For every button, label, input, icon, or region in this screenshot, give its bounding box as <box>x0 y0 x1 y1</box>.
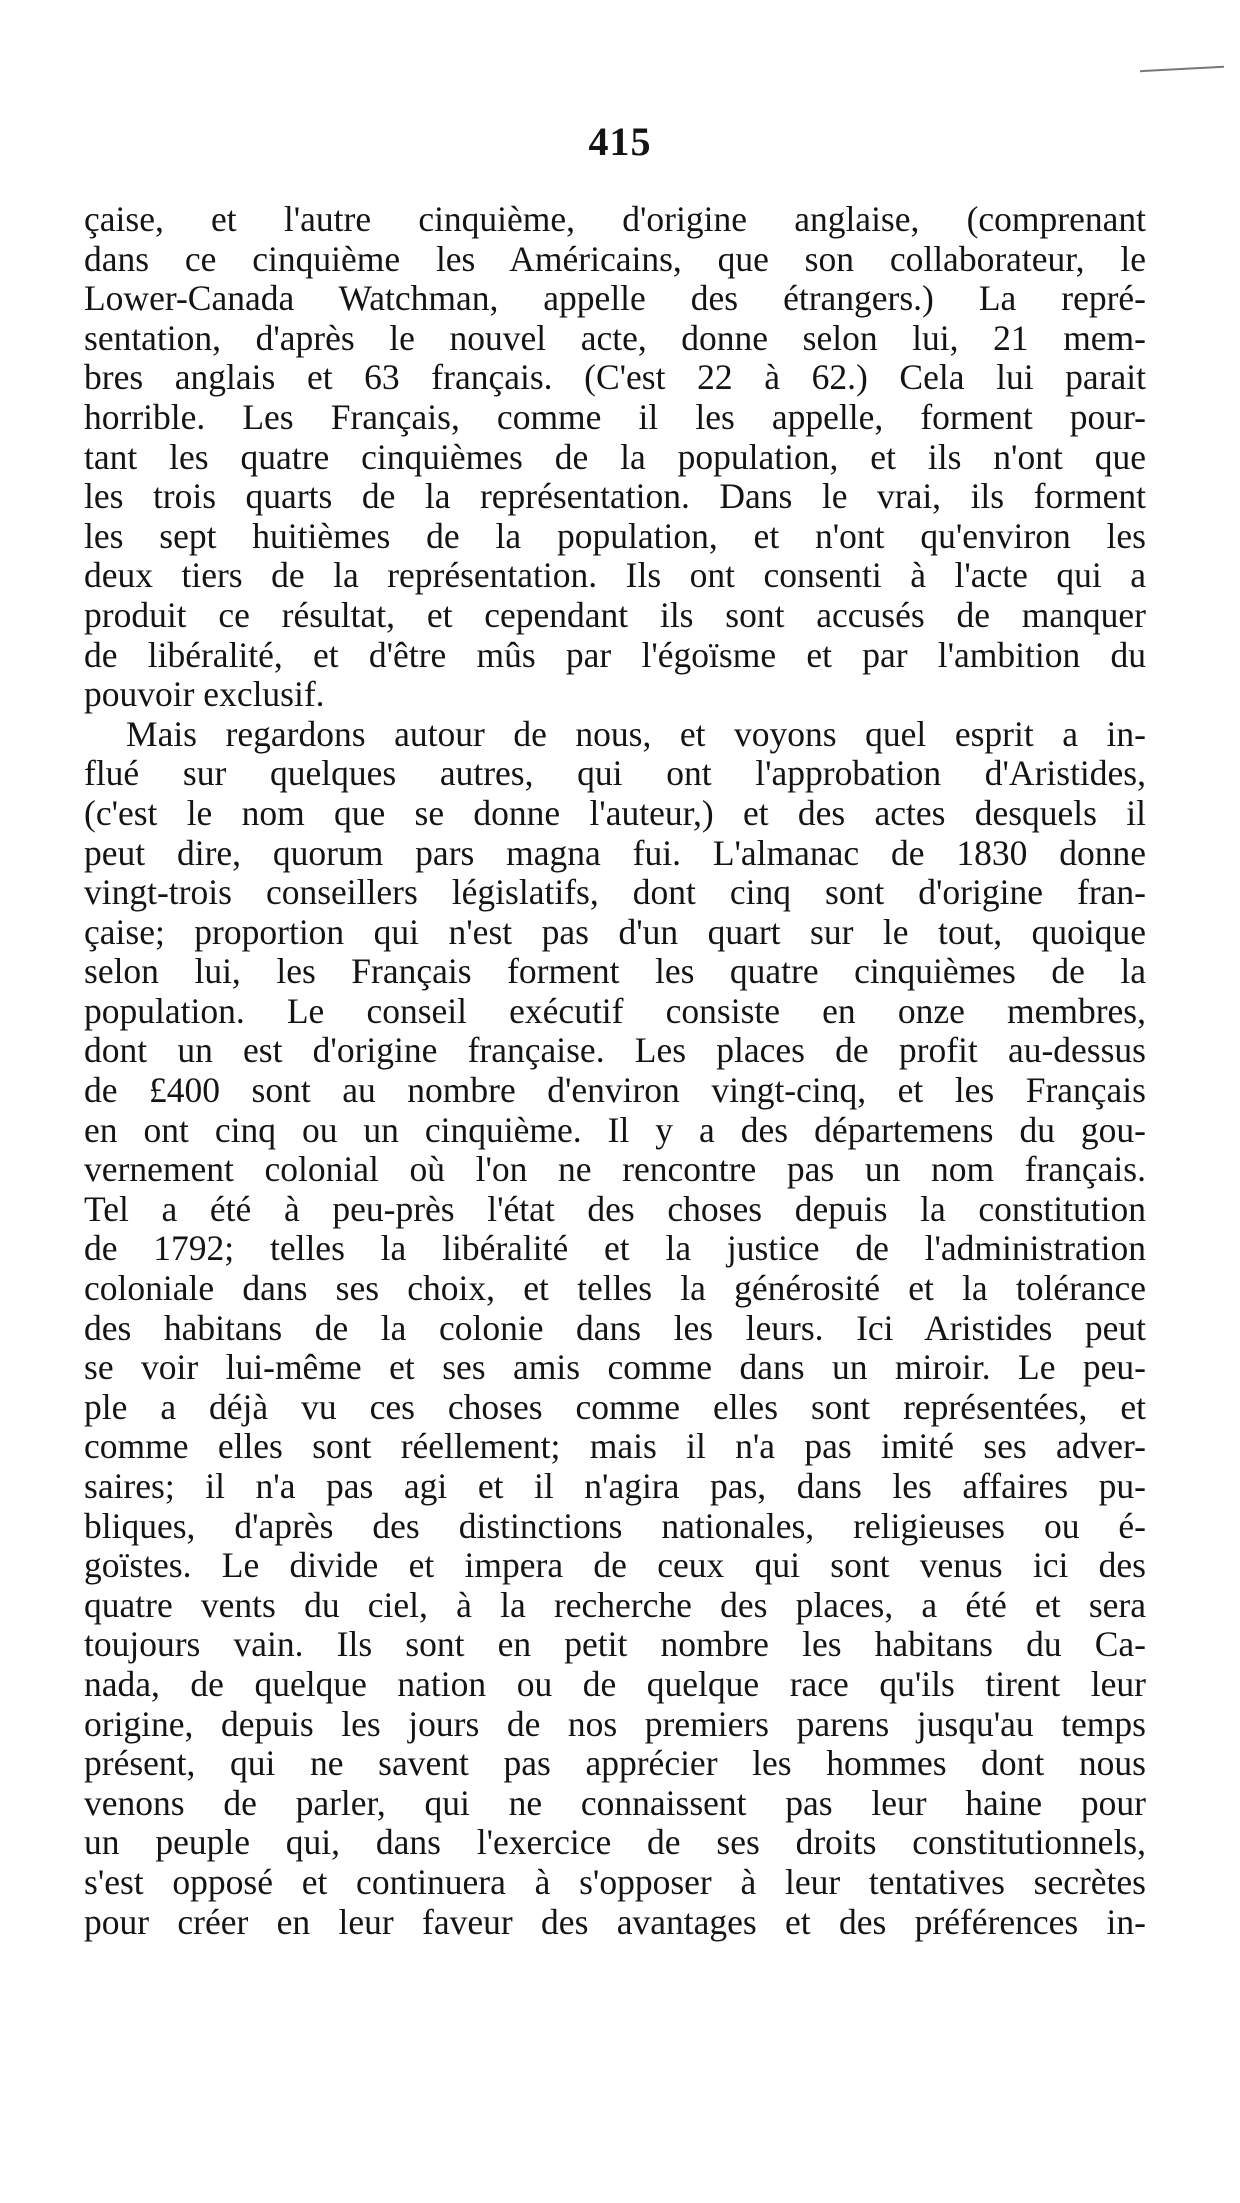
text-line: Lower-Canada Watchman, appelle des étrangers.) La repré- <box>84 278 1146 319</box>
text-line: comme elles sont réellement; mais il n'a pas imité ses adver- <box>84 1426 1146 1467</box>
text-line: nada, de quelque nation ou de quelque race qu'ils tirent leur <box>84 1663 1146 1704</box>
text-line: de 1792; telles la libéralité et la justice de l'administration <box>84 1228 1146 1269</box>
text-line: Mais regardons autour de nous, et voyons quel esprit a in- <box>126 713 1146 754</box>
text-line: origine, depuis les jours de nos premiers parens jusqu'au temps <box>84 1703 1146 1744</box>
text-line: toujours vain. Ils sont en petit nombre les habitans du Ca- <box>84 1624 1146 1665</box>
text-line: population. Le conseil exécutif consiste en onze membres, <box>84 990 1146 1031</box>
text-line: selon lui, les Français forment les quatre cinquièmes de la <box>84 951 1146 992</box>
text-line: tant les quatre cinquièmes de la population, et ils n'ont que <box>84 436 1146 477</box>
text-line: çaise, et l'autre cinquième, d'origine anglaise, (comprenant <box>84 199 1146 239</box>
text-line: deux tiers de la représentation. Ils ont consenti à l'acte qui a <box>84 555 1146 596</box>
text-line: vingt-trois conseillers législatifs, dont cinq sont d'origine fran- <box>84 872 1146 913</box>
text-line: bres anglais et 63 français. (C'est 22 à 62.) Cela lui parait <box>84 357 1146 398</box>
text-line: (c'est le nom que se donne l'auteur,) et des actes desquels il <box>84 792 1146 833</box>
text-line: horrible. Les Français, comme il les appelle, forment pour- <box>84 396 1146 437</box>
text-line: dans ce cinquième les Américains, que son collaborateur, le <box>84 238 1146 279</box>
text-line: goïstes. Le divide et impera de ceux qui sont venus ici des <box>84 1545 1146 1586</box>
text-line: les sept huitièmes de la population, et n'ont qu'environ les <box>84 515 1146 556</box>
text-line: présent, qui ne savent pas apprécier les hommes dont nous <box>84 1743 1146 1784</box>
page-number: 415 <box>588 119 652 164</box>
text-line: peut dire, quorum pars magna fui. L'almanac de 1830 donne <box>84 832 1146 873</box>
text-line: coloniale dans ses choix, et telles la générosité et la tolérance <box>84 1268 1146 1309</box>
text-line: saires; il n'a pas agi et il n'agira pas, dans les affaires pu- <box>84 1466 1146 1506</box>
text-line: pouvoir exclusif. <box>84 674 325 715</box>
text-line: sentation, d'après le nouvel acte, donne selon lui, 21 mem- <box>84 317 1146 358</box>
paragraph-1 <box>84 200 1146 715</box>
text-line: ple a déjà vu ces choses comme elles sont représentées, et <box>84 1386 1146 1427</box>
text-line: dont un est d'origine française. Les places de profit au-dessus <box>84 1030 1146 1071</box>
text-line: produit ce résultat, et cependant ils sont accusés de manquer <box>84 594 1146 635</box>
text-line: des habitans de la colonie dans les leurs. Ici Aristides peut <box>84 1307 1146 1348</box>
text-line: les trois quarts de la représentation. Dans le vrai, ils forment <box>84 476 1146 517</box>
margin-rule-mark <box>1140 66 1224 72</box>
text-line: de £400 sont au nombre d'environ vingt-cinq, et les Français <box>84 1070 1146 1111</box>
text-line: un peuple qui, dans l'exercice de ses droits constitutionnels, <box>84 1822 1146 1863</box>
text-line: quatre vents du ciel, à la recherche des places, a été et sera <box>84 1584 1146 1625</box>
paragraph-2 <box>84 715 1146 1942</box>
text-line: vernement colonial où l'on ne rencontre pas un nom français. <box>84 1149 1146 1190</box>
text-line: se voir lui-même et ses amis comme dans un miroir. Le peu- <box>84 1347 1146 1388</box>
text-line: flué sur quelques autres, qui ont l'approbation d'Aristides, <box>84 753 1146 794</box>
text-line: s'est opposé et continuera à s'opposer à leur tentatives secrètes <box>84 1861 1146 1902</box>
body-text <box>84 200 1146 1942</box>
text-line: en ont cinq ou un cinquième. Il y a des départemens du gou- <box>84 1109 1146 1150</box>
text-line: de libéralité, et d'être mûs par l'égoïsme et par l'ambition du <box>84 634 1146 675</box>
text-line: çaise; proportion qui n'est pas d'un quart sur le tout, quoique <box>84 911 1146 952</box>
text-line: bliques, d'après des distinctions nationales, religieuses ou é- <box>84 1505 1146 1546</box>
text-line: pour créer en leur faveur des avantages et des préférences in- <box>84 1901 1146 1942</box>
text-line: Tel a été à peu-près l'état des choses depuis la constitution <box>84 1188 1146 1229</box>
text-line: venons de parler, qui ne connaissent pas leur haine pour <box>84 1782 1146 1823</box>
